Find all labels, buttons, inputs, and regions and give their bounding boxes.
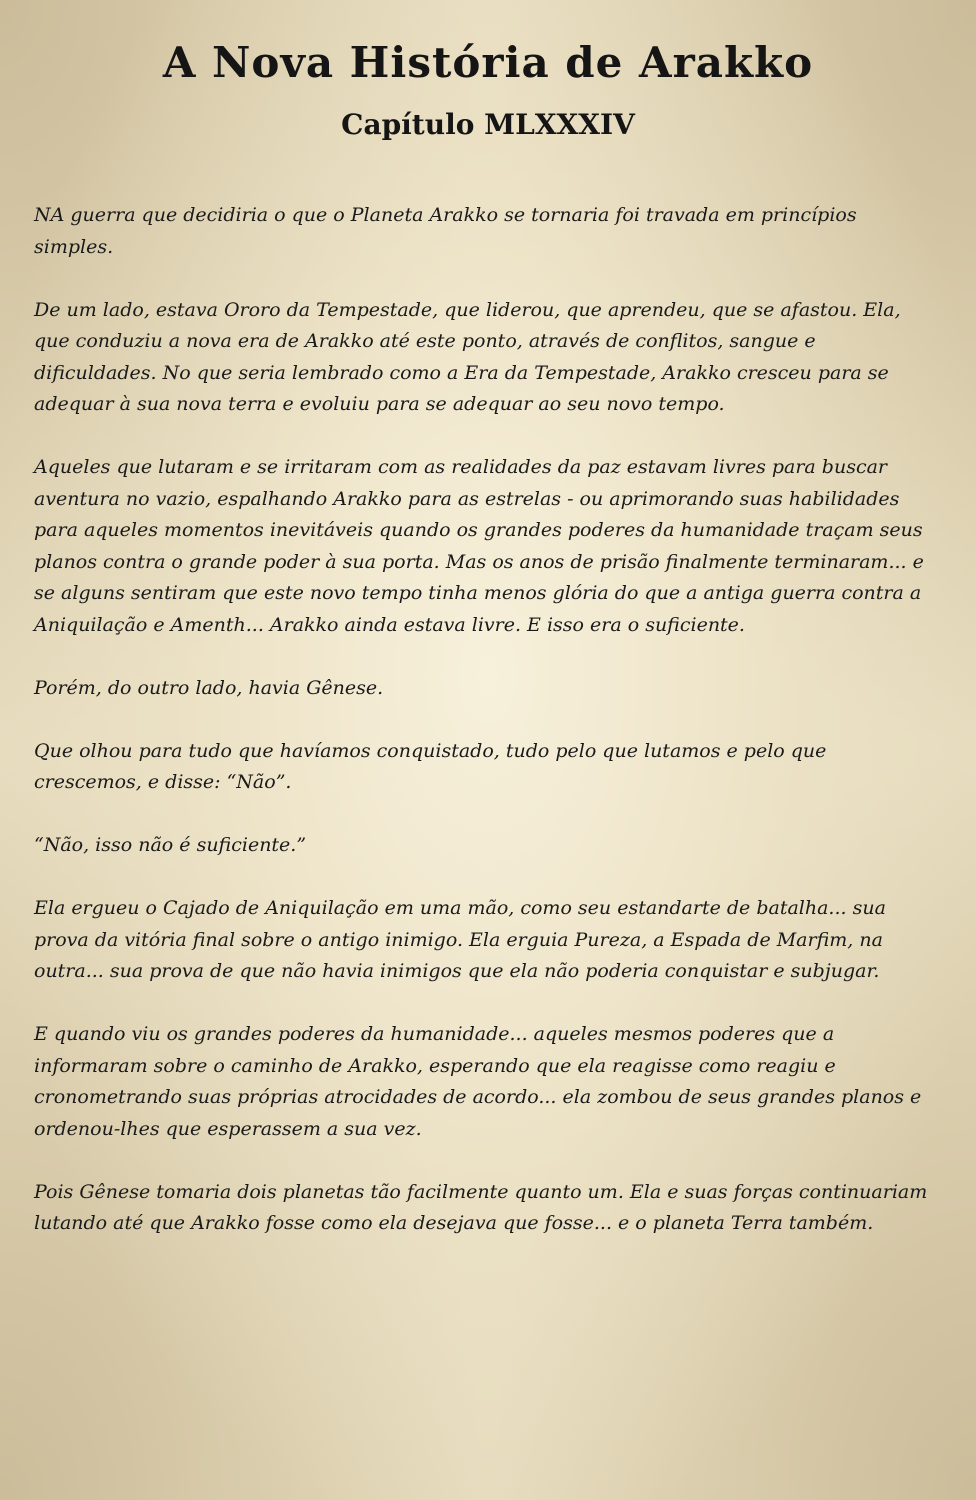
paragraph-8: E quando viu os grandes poderes da humanidade... aqueles mesmos poderes que a informaram sobre o caminho de Arakko, esperando que ela reagisse como reagiu e cronometrando suas próprias atrocidades de acordo... ela zombou de seus grandes planos e ordenou-lhes que esperassem a sua vez. [34, 1023, 922, 1140]
paragraph-7: Ela ergueu o Cajado de Aniquilação em uma mão, como seu estandarte de batalha... sua prova da vitória final sobre o antigo inimigo. Ela erguia Pureza, a Espada de Marfim, na outra... sua prova de que não havia inimigos que ela não poderia conquistar e subjugar. [34, 897, 886, 982]
chapter-subtitle: Capítulo MLXXXIV [341, 108, 635, 141]
paragraph-1: NA guerra que decidiria o que o Planeta Arakko se tornaria foi travada em princípios simples. [34, 204, 857, 258]
paragraph-2: De um lado, estava Ororo da Tempestade, que liderou, que aprendeu, que se afastou. Ela, que conduziu a nova era de Arakko até este ponto, através de conflitos, sangue e dificuldades. No que seria lembrado como a Era da Tempestade, Arakko cresceu para se adequar à sua nova terra e evoluiu para se adequar ao seu novo tempo. [34, 298, 901, 415]
paragraph-4: Porém, do outro lado, havia Gênese. [34, 676, 384, 699]
paragraph-6: “Não, isso não é suficiente.” [34, 834, 307, 856]
paragraph-9: Pois Gênese tomaria dois planetas tão facilmente quanto um. Ela e suas forças continuariam lutando até que Arakko fosse como ela desejava que fosse... e o planeta Terra também. [34, 1180, 928, 1234]
paragraph-5: Que olhou para tudo que havíamos conquistado, tudo pelo que lutamos e pelo que crescemos, e disse: “Não”. [34, 739, 827, 793]
story-body [34, 200, 940, 1271]
page-title: A Nova História de Arakko [162, 38, 814, 87]
paragraph-3: Aqueles que lutaram e se irritaram com as realidades da paz estavam livres para buscar aventura no vazio, espalhando Arakko para as estrelas - ou aprimorando suas habilidades para aqueles momentos inevitáveis quando os grandes poderes da humanidade traçam seus planos contra o grande poder à sua porta. Mas os anos de prisão finalmente terminaram... e se alguns sentiram que este novo tempo tinha menos glória do que a antiga guerra contra a Aniquilação e Amenth... Arakko ainda estava livre. E isso era o suficiente. [34, 456, 924, 636]
